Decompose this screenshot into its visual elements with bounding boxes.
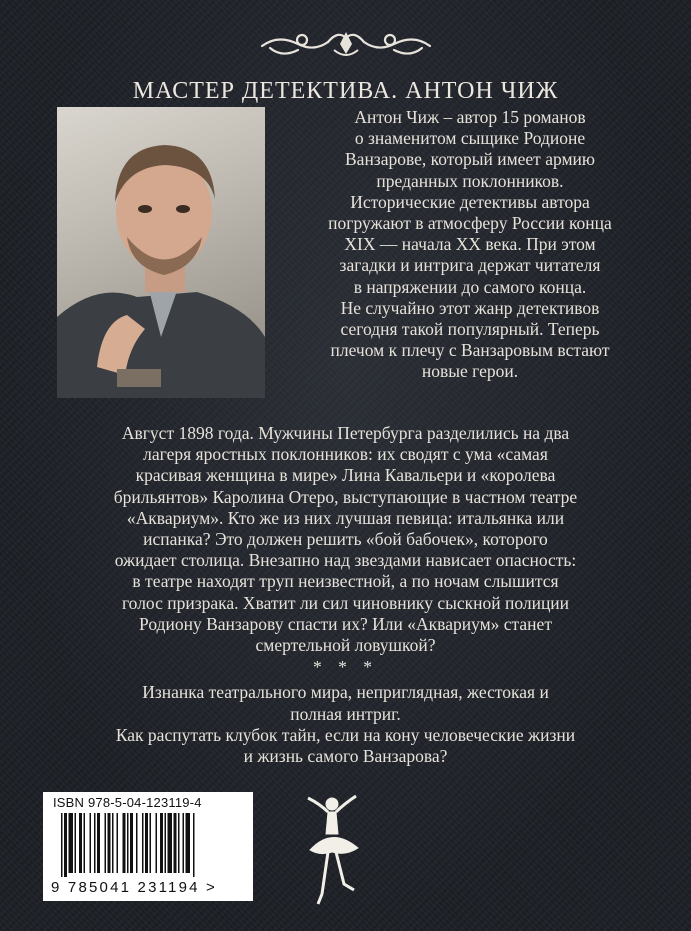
barcode-bar [178, 813, 180, 873]
isbn-barcode [43, 792, 253, 901]
barcode-bar [75, 813, 77, 873]
barcode-bar [90, 813, 92, 873]
barcode-bar [136, 813, 138, 873]
barcode-bar [145, 813, 148, 873]
barcode-bar [142, 813, 144, 873]
barcode-bar [127, 813, 129, 873]
barcode-bar [183, 813, 185, 873]
author-photo [57, 107, 265, 398]
barcode-bar [160, 813, 163, 873]
barcode-bar [123, 813, 126, 873]
barcode-bar [186, 813, 191, 873]
barcode-bar [174, 813, 177, 873]
barcode-bar [79, 813, 82, 873]
author-bio-text: Антон Чиж – автор 15 романов о знаменитом сыщике Родионе Ванзарове, который имеет армию преданных поклонников. Исторические детективы автора погружают в атмосферу России конца XIX — начала XX века. При этом загадки и интрига держат читателя в напряжении до самого конца. Не случайно этот жанр детективов сегодня такой популярный. Теперь плечом к плечу с Ванзаровым встают новые герои. [328, 107, 612, 382]
barcode-bar [94, 813, 96, 873]
section-separator: * * * [313, 657, 378, 678]
synopsis-text: Август 1898 года. Мужчины Петербурга разделились на два лагеря яростных поклонников: их сводят с ума «самая красивая женщина в мире» Лина Кавальери и «королева брильянтов» Каролина Отеро, выступающие в частном театре «Аквариум». Кто же из них лучшая певица: итальянка или испанка? Это должен решить «бой бабочек», которого ожидает столица. Внезапно над звездами нависает опасность: в театре находят труп неизвестной, а по ночам слышится голос призрака. Хватит ли сил чиновнику сыскной полиции Родиону Ванзарову спасти их? Или «Аквариум» станет смертельной ловушкой? [113, 423, 578, 656]
barcode-bar [108, 813, 111, 873]
barcode-bar [69, 813, 74, 873]
barcode-bar [97, 813, 100, 873]
barcode-bar [112, 813, 114, 873]
barcode-bar [193, 813, 195, 877]
closing-text-1: Изнанка театрального мира, неприглядная, жестокая и полная интриг. [142, 682, 549, 724]
synopsis-block [20, 423, 671, 767]
closing-text-2: Как распутать клубок тайн, если на кону человеческие жизни и жизнь самого Ванзарова? [115, 724, 576, 767]
barcode-bar [168, 813, 173, 873]
barcode-bar [156, 813, 158, 873]
ballerina-icon [298, 790, 368, 908]
barcode-bar [130, 813, 133, 873]
barcode-bar [61, 813, 63, 877]
barcode-bars [61, 813, 239, 877]
barcode-bar [105, 813, 107, 873]
barcode-bar [84, 813, 86, 873]
barcode-digits: 9 785041 231194 > [51, 879, 217, 896]
decorative-flourish-icon [258, 24, 434, 64]
barcode-bar [165, 813, 167, 873]
author-bio [270, 107, 670, 383]
barcode-bar [117, 813, 119, 873]
isbn-label: ISBN 978-5-04-123119-4 [53, 795, 202, 810]
series-title: МАСТЕР ДЕТЕКТИВА. АНТОН ЧИЖ [132, 78, 559, 104]
barcode-bar [64, 813, 67, 877]
barcode-bar [150, 813, 152, 873]
